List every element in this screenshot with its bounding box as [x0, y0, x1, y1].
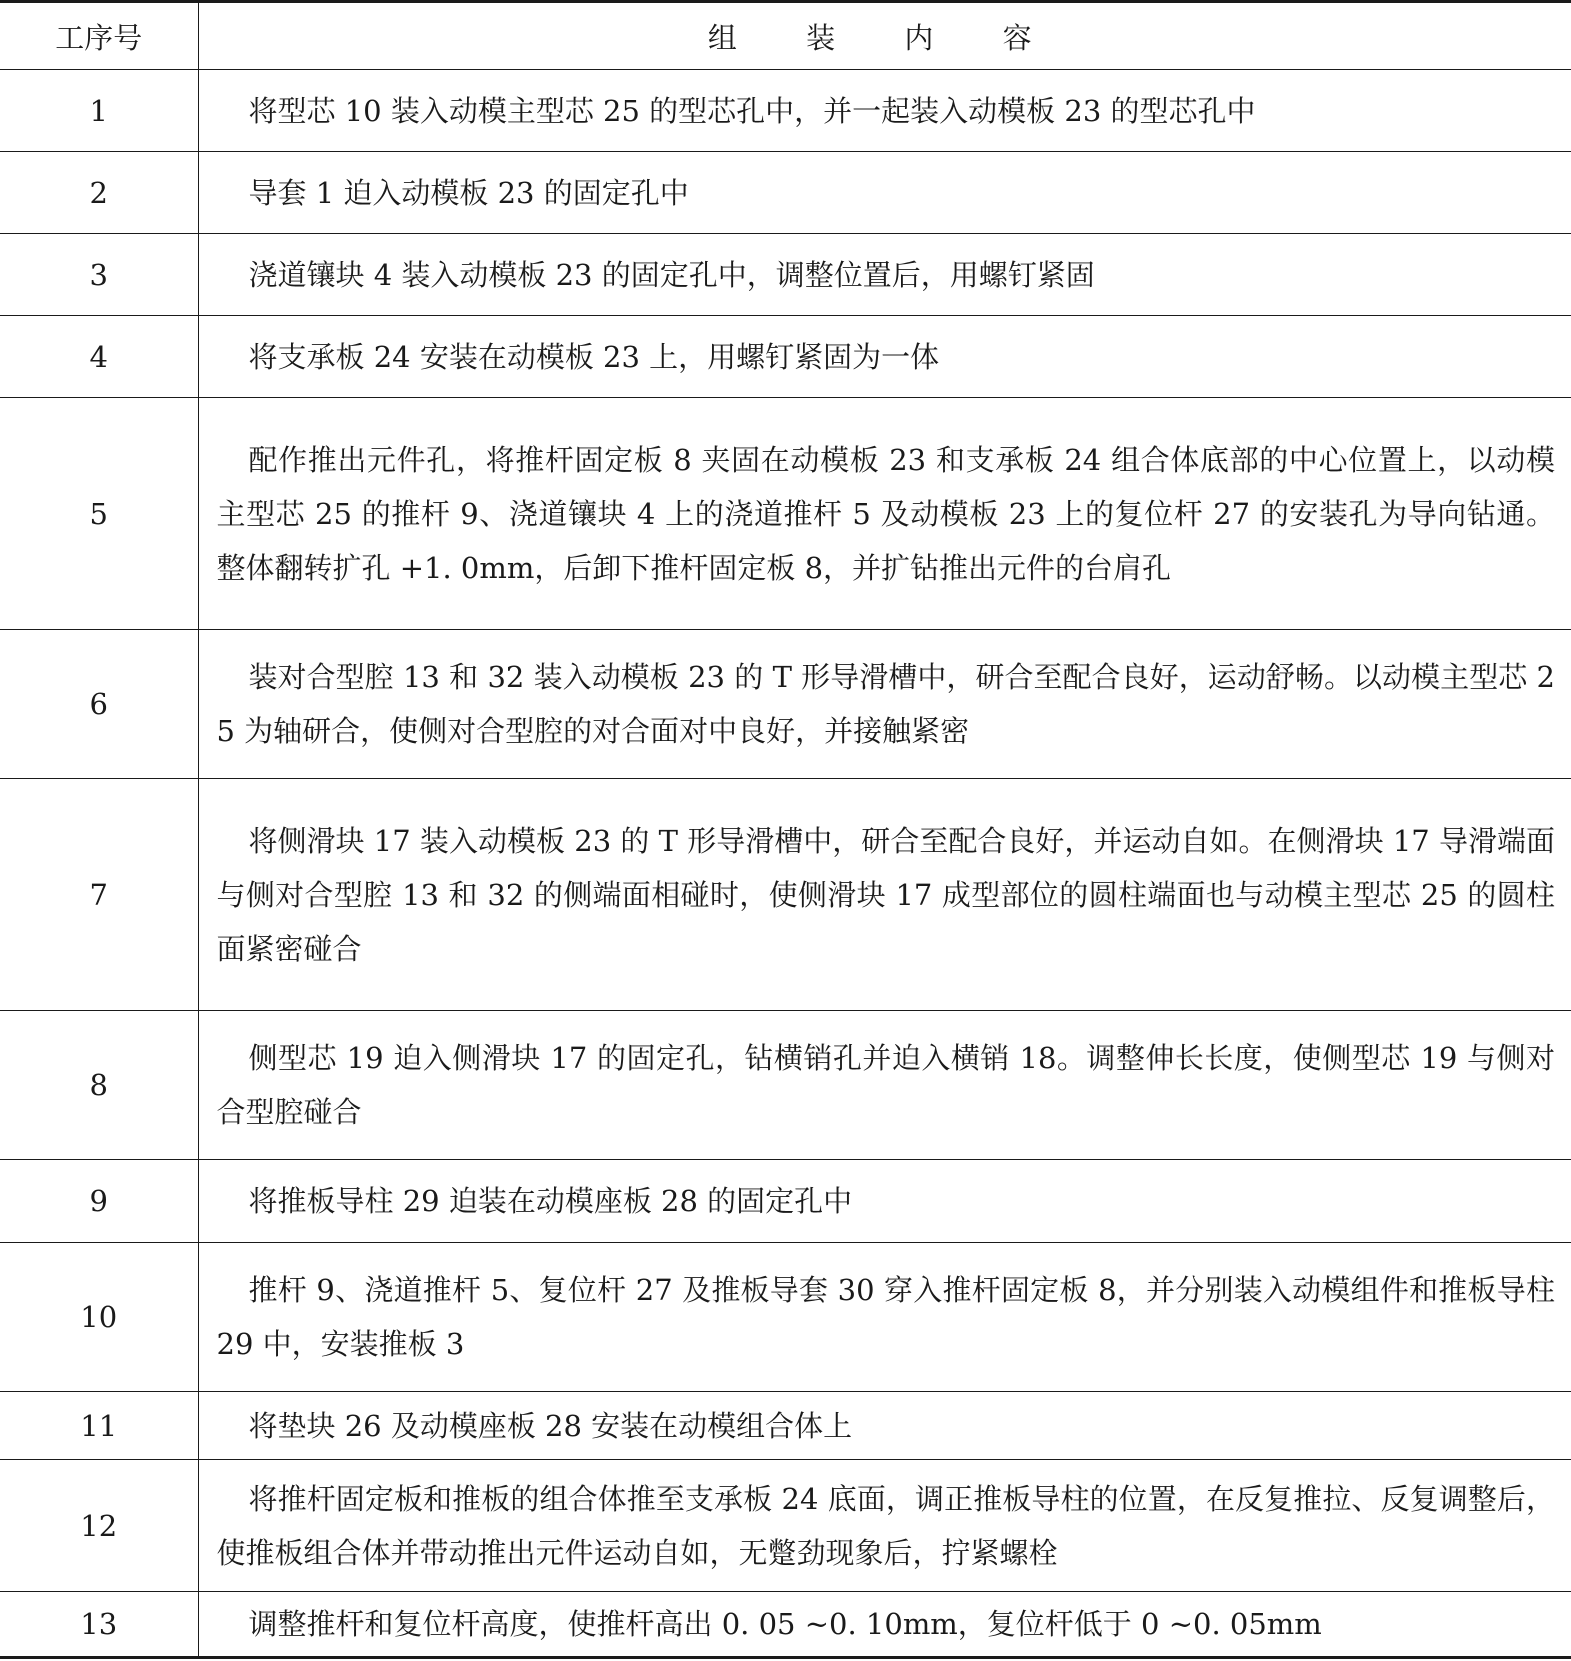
assembly-step-text: 将垫块 26 及动模座板 28 安装在动模组合体上: [248, 1408, 853, 1443]
table-row: [0, 152, 1571, 234]
table-row: [0, 1011, 1571, 1160]
process-number: 11: [0, 1392, 198, 1460]
process-number: 10: [0, 1243, 198, 1392]
process-number: 2: [0, 152, 198, 234]
assembly-step-text: 浇道镶块 4 装入动模板 23 的固定孔中，调整位置后，用螺钉紧固: [248, 257, 1095, 292]
table-row: [0, 234, 1571, 316]
process-number: 8: [0, 1011, 198, 1160]
header-assembly-content: 组 装 内 容: [198, 2, 1571, 70]
table-row: [0, 1160, 1571, 1243]
assembly-step-text: 推杆 9、浇道推杆 5、复位杆 27 及推板导套 30 穿入推杆固定板 8，并分别装入动模组件和推板导柱 29 中，安装推板 3: [216, 1273, 1555, 1361]
table-row: [0, 398, 1571, 630]
process-number: 13: [0, 1592, 198, 1658]
table-row: [0, 1392, 1571, 1460]
assembly-step-text: 导套 1 迫入动模板 23 的固定孔中: [248, 175, 689, 210]
table-row: [0, 630, 1571, 779]
process-number: 5: [0, 398, 198, 630]
process-number: 9: [0, 1160, 198, 1243]
assembly-step-text: 将侧滑块 17 装入动模板 23 的 T 形导滑槽中，研合至配合良好，并运动自如。在侧滑块 17 导滑端面与侧对合型腔 13 和 32 的侧端面相碰时，使侧滑块 17 成型部位的圆柱端面也与动模主型芯 25 的圆柱面紧密碰合: [216, 823, 1555, 966]
process-number: 4: [0, 316, 198, 398]
assembly-step-text: 配作推出元件孔，将推杆固定板 8 夹固在动模板 23 和支承板 24 组合体底部的中心位置上，以动模主型芯 25 的推杆 9、浇道镶块 4 上的浇道推杆 5 及动模板 23 上的复位杆 27 的安装孔为导向钻通。整体翻转扩孔 +1. 0mm，后卸下推杆固定板 8，并扩钻推出元件的台肩孔: [216, 442, 1555, 585]
table-row: [0, 1460, 1571, 1592]
table-row: [0, 1243, 1571, 1392]
process-number: 6: [0, 630, 198, 779]
assembly-step-text: 装对合型腔 13 和 32 装入动模板 23 的 T 形导滑槽中，研合至配合良好，运动舒畅。以动模主型芯 25 为轴研合，使侧对合型腔的对合面对中良好，并接触紧密: [216, 660, 1555, 748]
table-row: [0, 316, 1571, 398]
assembly-step-text: 将支承板 24 安装在动模板 23 上，用螺钉紧固为一体: [248, 339, 940, 374]
header-process-number: 工序号: [0, 2, 198, 70]
table-row: [0, 1592, 1571, 1658]
process-number: 12: [0, 1460, 198, 1592]
table-header-row: [0, 2, 1571, 70]
process-number: 1: [0, 70, 198, 152]
assembly-step-text: 将型芯 10 装入动模主型芯 25 的型芯孔中，并一起装入动模板 23 的型芯孔中: [248, 93, 1256, 128]
table-row: [0, 779, 1571, 1011]
assembly-step-text: 将推板导柱 29 迫装在动模座板 28 的固定孔中: [248, 1184, 853, 1218]
assembly-step-text: 侧型芯 19 迫入侧滑块 17 的固定孔，钻横销孔并迫入横销 18。调整伸长长度，使侧型芯 19 与侧对合型腔碰合: [216, 1041, 1555, 1129]
table-row: [0, 70, 1571, 152]
process-number: 7: [0, 779, 198, 1011]
assembly-step-text: 调整推杆和复位杆高度，使推杆高出 0. 05 ~0. 10mm，复位杆低于 0 ~0. 05mm: [248, 1607, 1322, 1641]
process-number: 3: [0, 234, 198, 316]
assembly-step-text: 将推杆固定板和推板的组合体推至支承板 24 底面，调正推板导柱的位置，在反复推拉、反复调整后，使推板组合体并带动推出元件运动自如，无蹩劲现象后，拧紧螺栓: [216, 1481, 1555, 1570]
